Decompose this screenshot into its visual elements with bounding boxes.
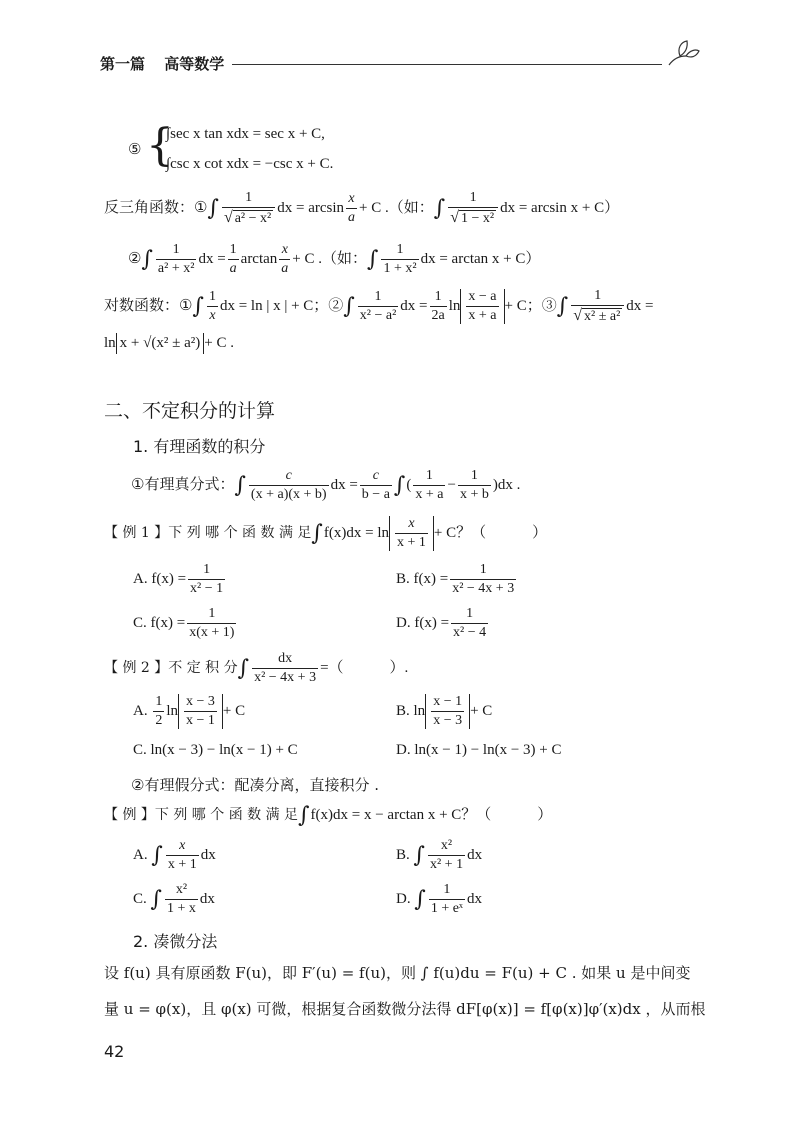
frac-num: 1 [434,289,442,305]
frac-den: 1 + x² [383,261,417,277]
inverse-trig-line1: 反三角函数：①∫ $\frac{1}{\text{√ a² − x²}}$ dx = arcsin $\frac{x}{a}$ + C .（如：∫ $\frac{1}{\text{√ 1 − x²}}$ dx = arcsin x + C） [104,190,620,227]
frac-den: a² − x² [234,211,272,227]
frac-den: a² + x² [157,261,195,277]
formula-text: ln [166,703,179,720]
option-letter: C. [133,891,147,908]
example-label: 【 例 2 】不 定 积 分 [104,660,238,677]
frac-num: 1 [469,190,477,205]
proper-label: ①有理真分式： [131,475,235,494]
formula-text: arctan [240,251,278,268]
frac-num: 1 [245,190,253,205]
formula-text: ） [532,525,548,542]
formula-text: =（ [320,660,344,677]
subsection-heading: 1. 有理函数的积分 [133,437,266,456]
fraction [360,468,392,503]
frac-num: x − 3 [186,694,215,709]
formula-text: dx = [626,298,654,315]
formula-text: dx = [400,298,428,315]
frac-den: 2 [155,713,163,729]
fraction: $\frac{1}{\text{√ a² − x²}}$ [222,190,275,227]
option-letter: C. [133,615,147,632]
absolute-value [460,289,504,324]
example-1-question: 【 例 1 】下 列 哪 个 函 数 满 足∫f(x)dx = ln $\frac{x}{x + 1}$ + C？（ ） [104,516,548,551]
frac-num: x [281,242,288,257]
frac-num: 1 [466,606,474,621]
absolute-value: x + √(x² ± a²) [116,333,205,354]
formula-text: dx = arctan x + C） [420,251,541,268]
example-2-question: 【 例 2 】不 定 积 分∫ $\frac{dx}{\text{x² − 4x + 3}}$ =（ ）. [104,651,409,686]
fraction [249,468,329,503]
fraction [413,468,445,503]
option-c[interactable]: C. ∫ $\frac{\text{x²}}{1 + x}$ dx [133,882,215,917]
frac-num: 1 [594,288,602,303]
formula-text: ）. [389,660,409,677]
option-letter: A. [133,847,148,864]
fraction [187,606,236,641]
option-d[interactable]: D. ln(x − 1) − ln(x − 3) + C [396,742,562,758]
fraction [451,606,488,641]
proper-fraction-formula: ①有理真分式：∫ $\frac{c}{(x + a)(x + b)}$ dx = $\frac{c}{b - a}$ ∫( $\frac{1}{x + a}$ − $\frac{1}{x + b}$ )dx . [131,468,521,503]
formula-text: dx [199,891,215,908]
option-b[interactable] [396,694,492,729]
option-letter: D. [396,615,411,632]
frac-den: x² − 1 [190,581,224,597]
formula-text: dx = [198,251,226,268]
frac-den: 1 + eˣ [430,901,463,917]
example-label: 【 例 】下 列 哪 个 函 数 满 足 [104,807,299,823]
fraction [430,289,447,324]
formula-text: f(x)dx = ln [323,525,390,542]
fraction [228,242,239,277]
frac-num: dx [278,651,293,666]
brace: { [146,120,174,171]
option-letter: B. [396,847,410,864]
formula-text: + C； [504,298,542,315]
item-marker: ② [128,251,142,268]
formula-text: dx = ln | x | + C； [219,298,329,315]
frac-den: x + 1 [167,857,197,873]
frac-den: x + 1 [397,535,426,551]
frac-num: 1 [470,468,478,483]
formula-text: ln [104,334,116,351]
frac-den: a [348,210,356,226]
chapter-number: 第一篇 [100,55,146,73]
formula-text: + C .（如： [292,251,368,268]
option-b[interactable]: B. ∫ $\frac{\text{x²}}{\text{x² + 1}}$ dx [396,838,483,873]
fraction [346,191,357,226]
frac-num: 1 [208,289,216,305]
option-a[interactable] [133,562,227,597]
fraction [207,289,218,324]
frac-den: x² − 4 [453,625,487,641]
option-letter: B. [396,571,410,588]
formula-text: ln [448,298,461,315]
formula-text: )dx . [492,477,521,494]
formula-text: dx = [330,477,358,494]
formula-number: ⑤ [128,142,142,158]
formula-text: f(x) = [150,615,186,632]
log-func-label: 对数函数： [104,296,180,315]
item-marker: ① [194,200,208,217]
fraction [188,562,225,597]
formula-text: + C？（ [433,525,487,542]
section-heading: 二、不定积分的计算 [104,400,276,422]
option-b[interactable] [396,562,518,597]
frac-den: x + a [415,487,444,503]
fraction [381,242,418,277]
frac-num: 1 [443,882,451,897]
fraction [153,694,164,729]
option-a[interactable] [133,694,245,729]
formula-text: ln [413,703,426,720]
frac-den: x + b [459,487,489,503]
fraction: $\frac{1}{\text{√ x² ± a²}}$ [571,288,624,325]
absolute-value [178,694,223,729]
option-d[interactable]: D. ∫ $\frac{1}{\text{1 + eˣ}}$ dx [396,882,482,917]
option-a[interactable]: A. ∫ $\frac{x}{x + 1}$ dx [133,838,216,873]
formula-text: f(x) = [413,571,449,588]
formula-text: dx [467,847,483,864]
frac-num: c [285,468,292,483]
formula-5-line1: ∫sec x tan xdx = sec x + C, [166,126,325,142]
example-3-question: 【 例 】下 列 哪 个 函 数 满 足∫f(x)dx = x − arctan x + C？（ ） [104,803,553,829]
frac-num: x² [440,838,453,853]
chapter-title: 高等数学 [164,55,225,73]
frac-den: x² + 1 [429,857,464,873]
frac-num: 1 [425,468,433,483]
fraction [358,289,399,324]
formula-text: dx = arcsin x + C） [500,200,620,217]
item-marker: ① [179,298,193,315]
fraction [166,838,199,873]
frac-num: 1 [396,242,404,257]
option-letter: A. [133,571,148,588]
formula-text: dx [200,847,216,864]
fraction [458,468,491,503]
frac-num: 1 [155,694,163,709]
formula-text: ） [537,807,553,823]
fraction [279,242,290,277]
example-label: 【 例 1 】下 列 哪 个 函 数 满 足 [104,525,312,542]
frac-num: x [179,838,186,853]
frac-den: a [229,261,237,277]
option-c[interactable]: C. ln(x − 3) − ln(x − 1) + C [133,742,298,758]
formula-text: f(x)dx = x − arctan x + C？（ [310,807,492,823]
frac-den: x − 3 [433,713,463,729]
chapter-label [100,53,224,74]
page-number: 42 [104,1042,125,1061]
header-rule [232,64,662,65]
frac-den: x + a [468,308,497,324]
formula-text: + C .（如： [359,200,434,217]
item-marker: ② [328,298,344,315]
formula-5-line2: ∫csc x cot xdx = −csc x + C. [166,156,334,172]
body-paragraph-line1: 设 f(u) 具有原函数 F(u)，即 F′(u) = f(u)，则 ∫ f(u)du = F(u) + C . 如果 u 是中间变 [104,964,691,982]
formula-text: + C . [204,334,234,351]
formula-text: + C [470,703,493,720]
log-func-line1: 对数函数：①∫ $\frac{1}{x}$ dx = ln | x | + C；②∫ $\frac{1}{\text{x² − a²}}$ dx = $\frac{1}{2a}$ ln $\frac{x - a}{x + a}$ + C；③∫ $\frac{1}{\text{√ x² ± a²}}$ dx = [104,288,654,325]
frac-den: x² − 4x + 3 [254,670,317,686]
frac-den: x(x + 1) [189,625,235,641]
frac-num: 1 [479,562,487,577]
frac-num: 1 [374,289,382,305]
frac-den: x − 1 [186,713,215,729]
item-marker: ③ [541,298,557,315]
frac-den: a [281,261,289,277]
absolute-value [425,694,470,729]
option-letter: A. [133,703,148,720]
frac-den: x² − 4x + 3 [452,581,515,597]
formula-text: f(x) = [414,615,450,632]
option-d[interactable] [396,606,490,641]
frac-den: 2a [431,308,445,324]
frac-den: b − a [361,487,390,503]
formula-text: f(x) = [151,571,187,588]
frac-den: x [209,308,216,324]
formula-text: dx [466,891,482,908]
formula-text: + C [222,703,246,720]
inverse-trig-line2: ②∫ $\frac{1}{\text{a² + x²}}$ dx = $\frac{1}{a}$ arctan $\frac{x}{a}$ + C .（如：∫ $\frac{1}{\text{1 + x²}}$ dx = arctan x + C） [128,242,541,277]
fraction [429,882,465,917]
frac-num: x [348,191,355,207]
fraction: $\frac{1}{\text{√ 1 − x²}}$ [448,190,498,227]
option-letter: D. [396,891,411,908]
log-func-line2 [104,333,234,354]
absolute-value [389,516,434,551]
fraction [252,651,318,686]
formula-text: dx = arcsin [277,200,345,217]
leaf-icon [666,38,700,68]
frac-den: 1 + x [166,901,196,917]
frac-num: 1 [229,242,237,257]
inverse-trig-label: 反三角函数： [104,198,195,217]
frac-num: 1 [208,606,216,621]
improper-fraction-text: ②有理假分式：配凑分离，直接积分 . [131,776,379,794]
frac-num: c [372,468,379,483]
option-c[interactable] [133,606,238,641]
frac-den: x² − a² [359,308,397,324]
fraction [450,562,516,597]
frac-num: x [408,516,415,531]
body-paragraph-line2: 量 u = φ(x)，且 φ(x) 可微，根据复合函数微分法得 dF[φ(x)] = f[φ(x)]φ′(x)dx ，从而根 [104,1000,706,1018]
subsection-heading: 2. 凑微分法 [133,932,218,951]
fraction [165,882,198,917]
frac-num: x² [175,882,188,897]
frac-num: x − 1 [433,694,463,709]
fraction [156,242,197,277]
frac-den: 1 − x² [460,211,495,227]
frac-den: (x + a)(x + b) [250,487,327,503]
fraction [428,838,465,873]
frac-num: x − a [468,289,497,305]
frac-den: x² ± a² [584,309,621,325]
option-letter: B. [396,703,410,720]
frac-num: 1 [172,242,180,257]
frac-num: 1 [203,562,211,577]
